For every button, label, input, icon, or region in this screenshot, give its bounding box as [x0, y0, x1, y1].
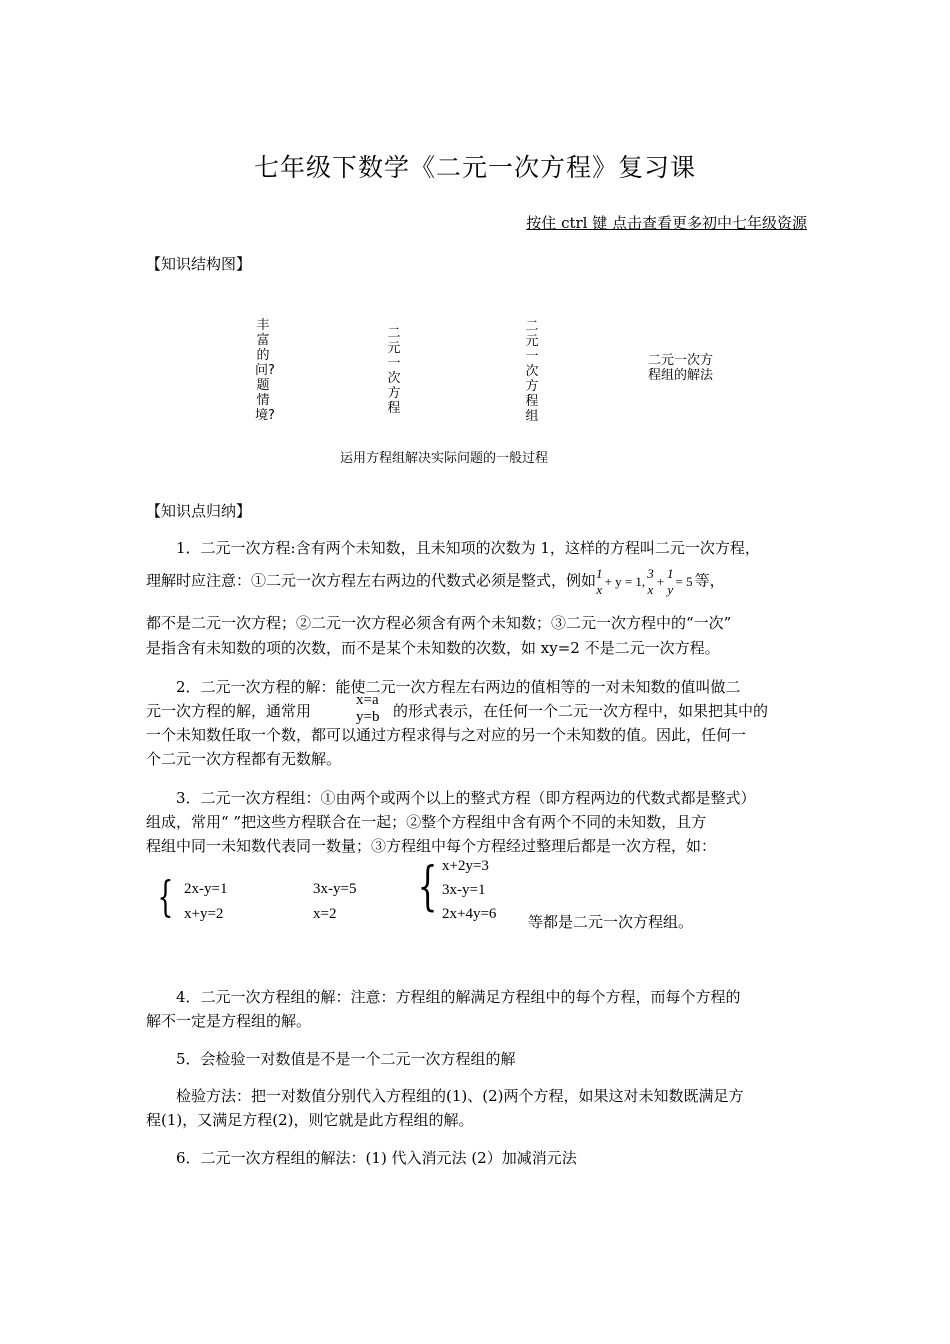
left-brace-icon: { — [417, 857, 438, 917]
p5b-line2: 程(1)，又满足方程(2)，则它就是此方程组的解。 — [146, 1111, 474, 1129]
p6-line: 6．二元一次方程组的解法：(1) 代入消元法 (2）加减消元法 — [176, 1149, 577, 1167]
fraction-numerator: 1 — [667, 566, 674, 581]
p1-line4: 是指含有未知数的项的次数，而不是某个未知数的次数，如 xy=2 不是二元一次方程。 — [146, 639, 720, 657]
system3-eq1: x+2y=3 — [442, 858, 489, 874]
p1-line2-end: 等， — [694, 571, 725, 590]
p3-line3: 程组中同一未知数代表同一数量；③方程组中每个方程经过整理后都是一次方程，如： — [146, 837, 717, 855]
system3-eq3: 2x+4y=6 — [442, 906, 497, 922]
diagram-node-system: 二元一次方程组 — [525, 319, 539, 424]
system3-eq2: 3x-y=1 — [442, 882, 486, 898]
system1-eq2: x+y=2 — [184, 906, 224, 922]
solution-y: y=b — [356, 709, 380, 725]
resource-link[interactable]: 按住 ctrl 键 点击查看更多初中七年级资源 — [526, 214, 807, 232]
solution-form — [356, 692, 379, 726]
diagram-node-situation: 丰富的问?题情境? — [255, 318, 275, 423]
fraction-1-over-y — [667, 566, 674, 597]
points-heading: 【知识点归纳】 — [146, 502, 252, 520]
p5-line: 5．会检验一对数值是不是一个二元一次方程组的解 — [176, 1050, 516, 1068]
p2-line3: 一个未知数任取一个数，都可以通过方程求得与之对应的另一个未知数的值。因此，任何一 — [146, 726, 747, 744]
p2-line2a: 元一次方程的解，通常用 — [146, 702, 312, 720]
fraction-denominator: y — [667, 582, 674, 597]
left-brace-icon: { — [157, 872, 174, 921]
p2-line2b: 的形式表示，在任何一个二元一次方程中，如果把其中的 — [393, 702, 769, 720]
system2-eq1: 3x-y=5 — [313, 881, 357, 897]
p4-line2: 解不一定是方程组的解。 — [146, 1012, 312, 1030]
p2-line1: 2．二元一次方程的解：能使二元一次方程左右两边的值相等的一对未知数的值叫做二 — [176, 678, 741, 696]
p1-line3: 都不是二元一次方程；②二元一次方程必须含有两个未知数；③二元一次方程中的“一次” — [146, 614, 732, 632]
diagram-caption: 运用方程组解决实际问题的一般过程 — [340, 451, 549, 466]
eq-part: + y = 1, — [604, 573, 646, 589]
diagram-node-methods — [648, 353, 713, 383]
p5b-line1: 检验方法：把一对数值分别代入方程组的(1)、(2)两个方程，如果这对未知数既满足方 — [176, 1087, 744, 1105]
system2-eq2: x=2 — [313, 906, 337, 922]
fraction-denominator: x — [647, 582, 654, 597]
system1-eq1: 2x-y=1 — [184, 881, 228, 897]
p1-line2-text: 理解时应注意：①二元一次方程左右两边的代数式必须是整式，例如 — [146, 571, 597, 590]
structure-heading: 【知识结构图】 — [146, 255, 252, 273]
fraction-3-over-x — [647, 566, 654, 597]
fraction-1-over-x — [596, 566, 603, 597]
diagram-node-equation: 二元一次方程 — [387, 326, 401, 416]
p2-line4: 个二元一次方程都有无数解。 — [146, 750, 342, 768]
page-title: 七年级下数学《二元一次方程》复习课 — [253, 153, 696, 182]
eq-part: = 5 — [675, 573, 693, 589]
fraction-denominator: x — [596, 582, 603, 597]
fraction-numerator: 1 — [596, 566, 603, 581]
diagram-node-methods-line2: 程组的解法 — [648, 368, 714, 383]
diagram-node-methods-line1: 二元一次方 — [648, 353, 714, 368]
systems-suffix: 等都是二元一次方程组。 — [528, 913, 694, 931]
eq-plus: + — [656, 573, 665, 589]
p4-line1: 4．二元一次方程组的解：注意：方程组的解满足方程组中的每个方程，而每个方程的 — [176, 988, 741, 1006]
fraction-numerator: 3 — [647, 566, 654, 581]
p1-line2 — [146, 566, 725, 597]
p1-line1: 1．二元一次方程:含有两个未知数，且未知项的次数为 1，这样的方程叫二元一次方程， — [176, 539, 760, 557]
solution-x: x=a — [356, 692, 379, 708]
p3-line1: 3．二元一次方程组：①由两个或两个以上的整式方程（即方程两边的代数式都是整式） — [176, 789, 756, 807]
p3-line2: 组成，常用“ ”把这些方程联合在一起；②整个方程组中含有两个不同的未知数，且方 — [146, 813, 707, 831]
